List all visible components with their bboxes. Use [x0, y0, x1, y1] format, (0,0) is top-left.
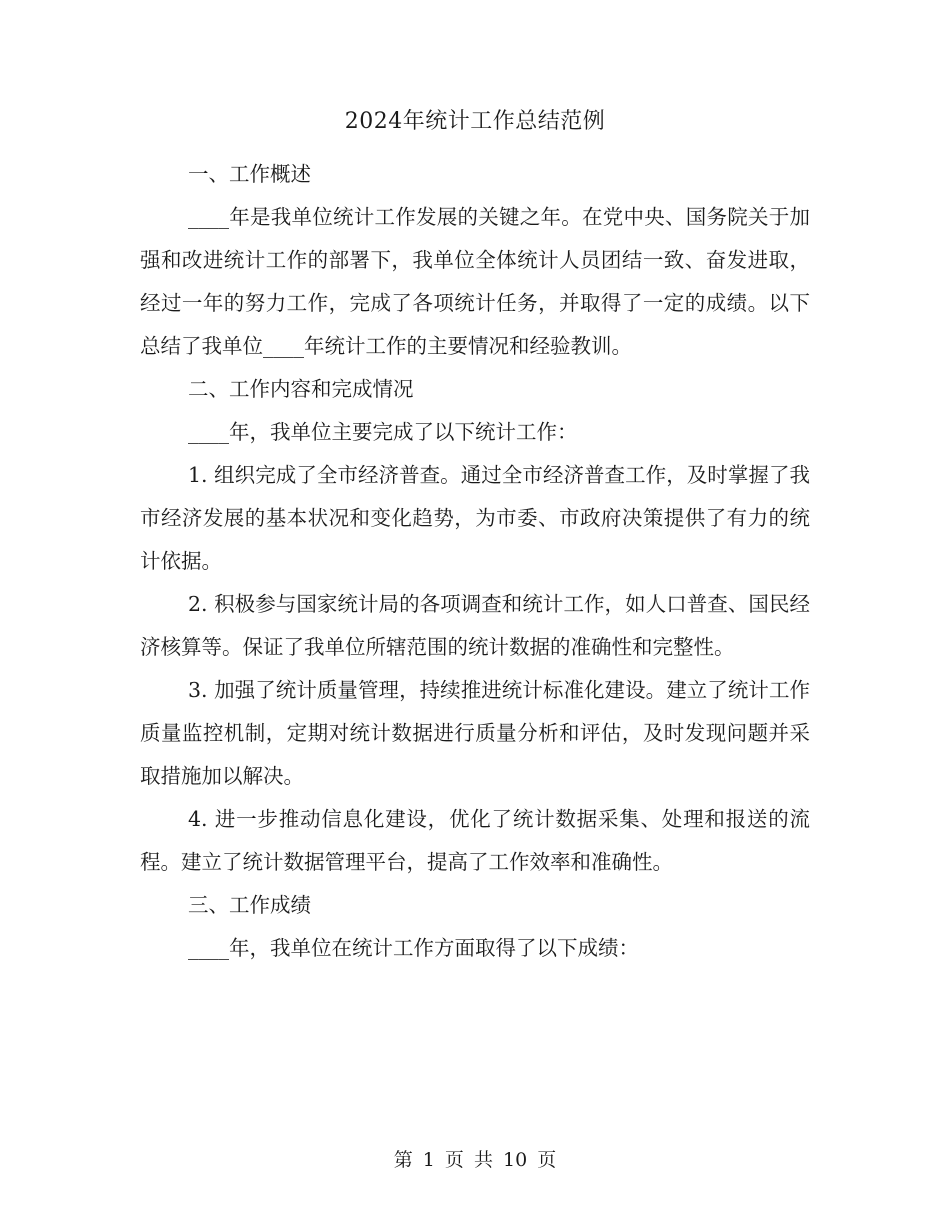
list-item-4: 4. 进一步推动信息化建设，优化了统计数据采集、处理和报送的流程。建立了统计数据管理平台，提高了工作效率和准确性。 — [140, 807, 810, 874]
paragraph-overview: ____年是我单位统计工作发展的关键之年。在党中央、国务院关于加强和改进统计工作的部署下，我单位全体统计人员团结一致、奋发进取，经过一年的努力工作，完成了各项统计任务，并取得了一定的成绩。以下总结了我单位____年统计工作的主要情况和经验教训。 — [140, 205, 810, 358]
section-heading-achievements: 三、工作成绩 — [188, 893, 311, 917]
document-title: 2024年统计工作总结范例 — [344, 109, 606, 134]
page-number-footer: 第 1 页 共 10 页 — [393, 1149, 557, 1171]
paragraph-work-intro: ____年，我单位主要完成了以下统计工作： — [188, 420, 578, 444]
paragraph-achievements-intro: ____年，我单位在统计工作方面取得了以下成绩： — [188, 936, 639, 960]
list-item-1: 1. 组织完成了全市经济普查。通过全市经济普查工作，及时掌握了我市经济发展的基本状况和变化趋势，为市委、市政府决策提供了有力的统计依据。 — [140, 463, 810, 573]
document-body — [140, 153, 810, 970]
section-heading-work-content: 二、工作内容和完成情况 — [188, 377, 414, 401]
list-item-3: 3. 加强了统计质量管理，持续推进统计标准化建设。建立了统计工作质量监控机制，定期对统计数据进行质量分析和评估，及时发现问题并采取措施加以解决。 — [140, 678, 810, 788]
list-item-2: 2. 积极参与国家统计局的各项调查和统计工作，如人口普查、国民经济核算等。保证了我单位所辖范围的统计数据的准确性和完整性。 — [140, 592, 810, 659]
section-heading-overview: 一、工作概述 — [188, 162, 311, 186]
